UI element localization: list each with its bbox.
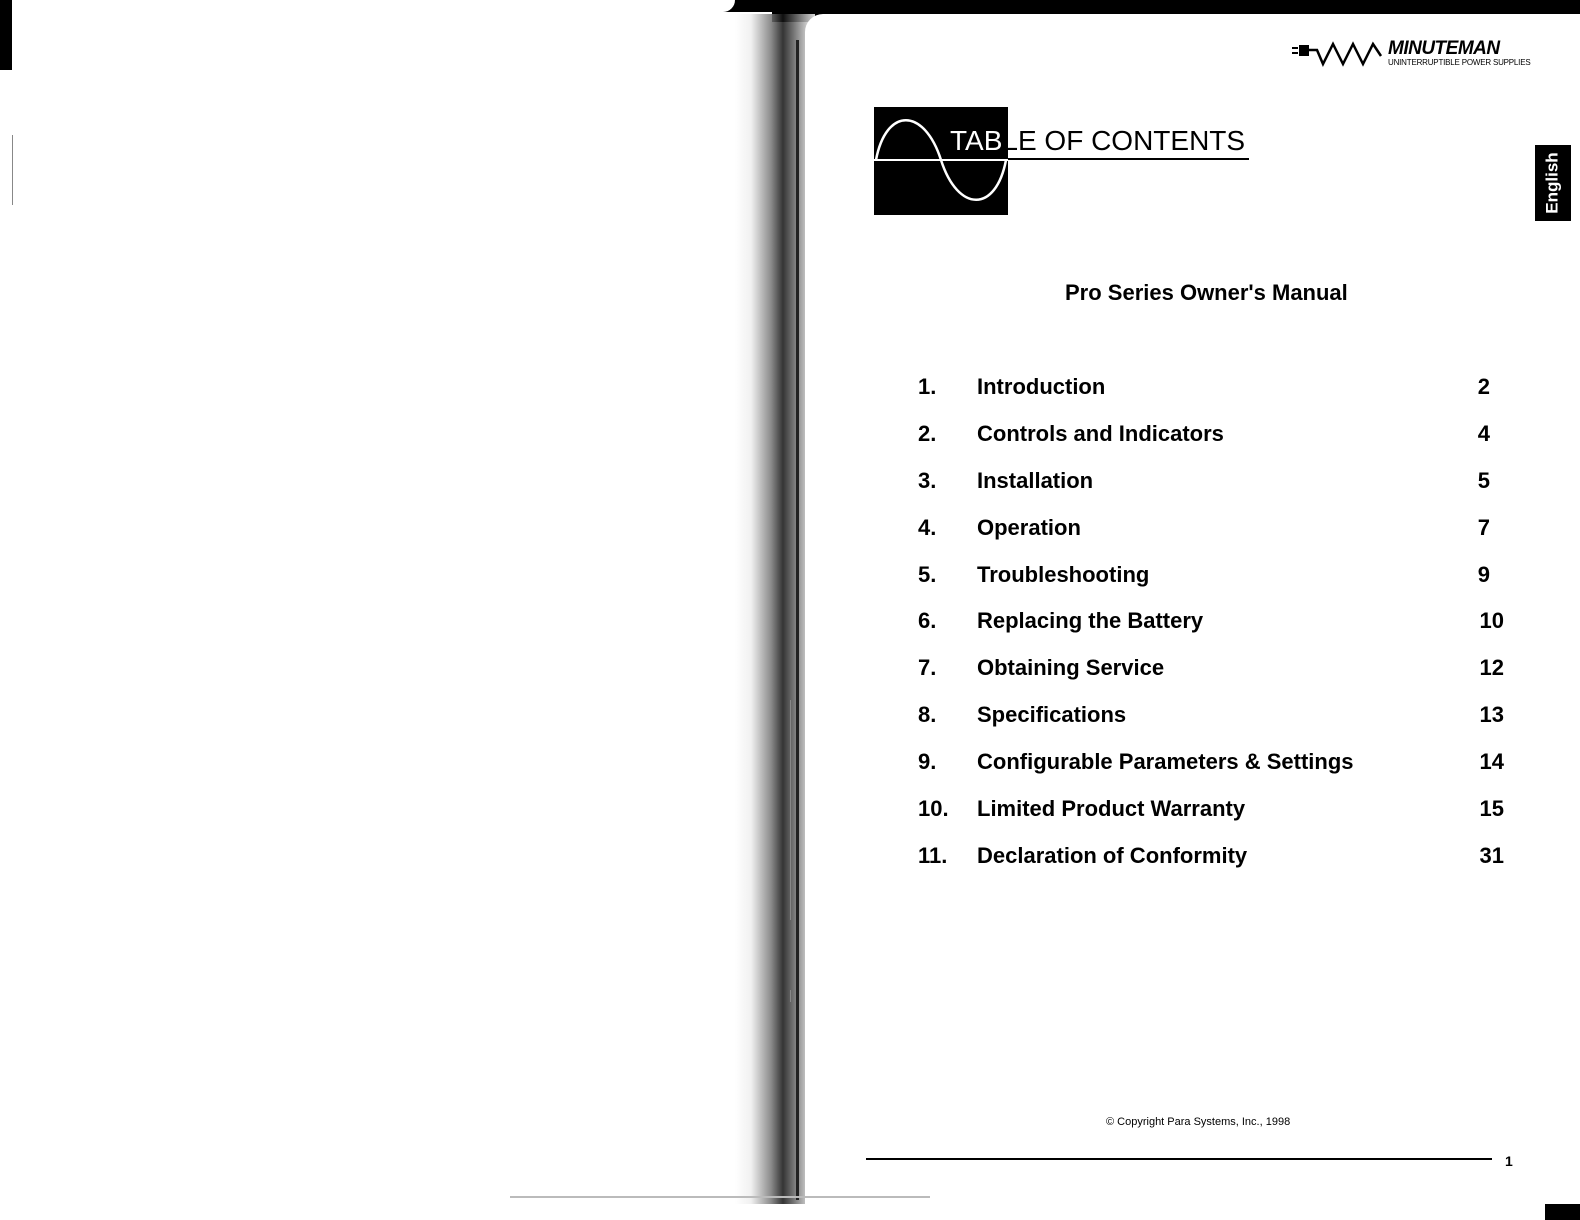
toc-entry-label: Introduction xyxy=(977,374,1106,399)
toc-entry-number: 2. xyxy=(918,421,937,446)
toc-entry xyxy=(918,792,1518,826)
brand-tagline: UNINTERRUPTIBLE POWER SUPPLIES xyxy=(1388,58,1531,67)
toc-entry-page: 13 xyxy=(1479,702,1504,727)
scan-left-edge xyxy=(0,0,12,70)
toc-heading-underline xyxy=(1008,158,1249,160)
toc-entry-number: 6. xyxy=(918,608,937,633)
book-gutter-shadow xyxy=(735,14,815,1204)
toc-entry-page: 14 xyxy=(1479,749,1504,774)
toc-entry-page: 7 xyxy=(1477,515,1490,540)
toc-entry-label: Obtaining Service xyxy=(977,655,1165,680)
toc-entry-number: 3. xyxy=(918,468,937,493)
toc-heading-black: LE OF CONTENTS xyxy=(1002,125,1246,156)
gutter-line xyxy=(796,40,799,1200)
toc-heading xyxy=(950,123,1245,159)
minuteman-logo xyxy=(1292,38,1532,72)
brand-name: MINUTEMAN xyxy=(1388,38,1500,59)
toc-entry-label: Declaration of Conformity xyxy=(977,843,1248,868)
toc-entry-page: 4 xyxy=(1477,421,1490,446)
language-tab xyxy=(1535,145,1571,221)
toc-entry xyxy=(918,417,1518,451)
manual-subtitle: Pro Series Owner's Manual xyxy=(1065,280,1348,305)
toc-entry-label: Operation xyxy=(977,515,1081,540)
toc-entry xyxy=(918,604,1518,638)
toc-entry-page: 31 xyxy=(1479,843,1504,868)
scan-left-page-top xyxy=(10,0,735,12)
toc-entry-label: Specifications xyxy=(977,702,1127,727)
scan-artifact xyxy=(510,1196,930,1198)
toc-entry-label: Controls and Indicators xyxy=(977,421,1224,446)
toc-entry-page: 12 xyxy=(1479,655,1504,680)
toc-entry-number: 5. xyxy=(918,562,937,587)
toc-entry-label: Configurable Parameters & Settings xyxy=(977,749,1354,774)
toc-entry xyxy=(918,370,1518,404)
plug-wave-icon xyxy=(1292,38,1388,72)
toc-entry-page: 15 xyxy=(1479,796,1504,821)
scan-artifact xyxy=(12,135,13,205)
toc-entry xyxy=(918,558,1518,592)
blank-left-page xyxy=(12,12,772,1202)
toc-entry-number: 10. xyxy=(918,796,949,821)
toc-entry-page: 9 xyxy=(1477,562,1490,587)
toc-entry-number: 8. xyxy=(918,702,937,727)
toc-heading-white: TAB xyxy=(950,125,1003,156)
copyright-notice: © Copyright Para Systems, Inc., 1998 xyxy=(1106,1116,1291,1128)
toc-entry-number: 7. xyxy=(918,655,937,680)
toc-entry xyxy=(918,839,1518,873)
language-tab-label: English xyxy=(1543,152,1562,214)
page-number: 1 xyxy=(1505,1153,1513,1169)
toc-entry-label: Installation xyxy=(977,468,1094,493)
footer-rule xyxy=(866,1158,1492,1160)
toc-entry-page: 2 xyxy=(1477,374,1490,399)
scan-artifact xyxy=(790,700,791,920)
toc-entry-page: 5 xyxy=(1477,468,1490,493)
toc-entry-page: 10 xyxy=(1479,608,1504,633)
toc-entry xyxy=(918,464,1518,498)
toc-entry-label: Limited Product Warranty xyxy=(977,796,1246,821)
toc-entry-number: 1. xyxy=(918,374,937,399)
toc-entry-label: Replacing the Battery xyxy=(977,608,1204,633)
toc-entry xyxy=(918,511,1518,545)
toc-entry xyxy=(918,745,1518,779)
toc-entry-number: 4. xyxy=(918,515,937,540)
toc-entry-number: 11. xyxy=(918,843,948,868)
toc-entry-number: 9. xyxy=(918,749,937,774)
scan-bottom-corner xyxy=(1545,1204,1580,1220)
toc-entry xyxy=(918,651,1518,685)
scan-artifact xyxy=(790,990,791,1002)
toc-entry-label: Troubleshooting xyxy=(977,562,1150,587)
toc-entry xyxy=(918,698,1518,732)
